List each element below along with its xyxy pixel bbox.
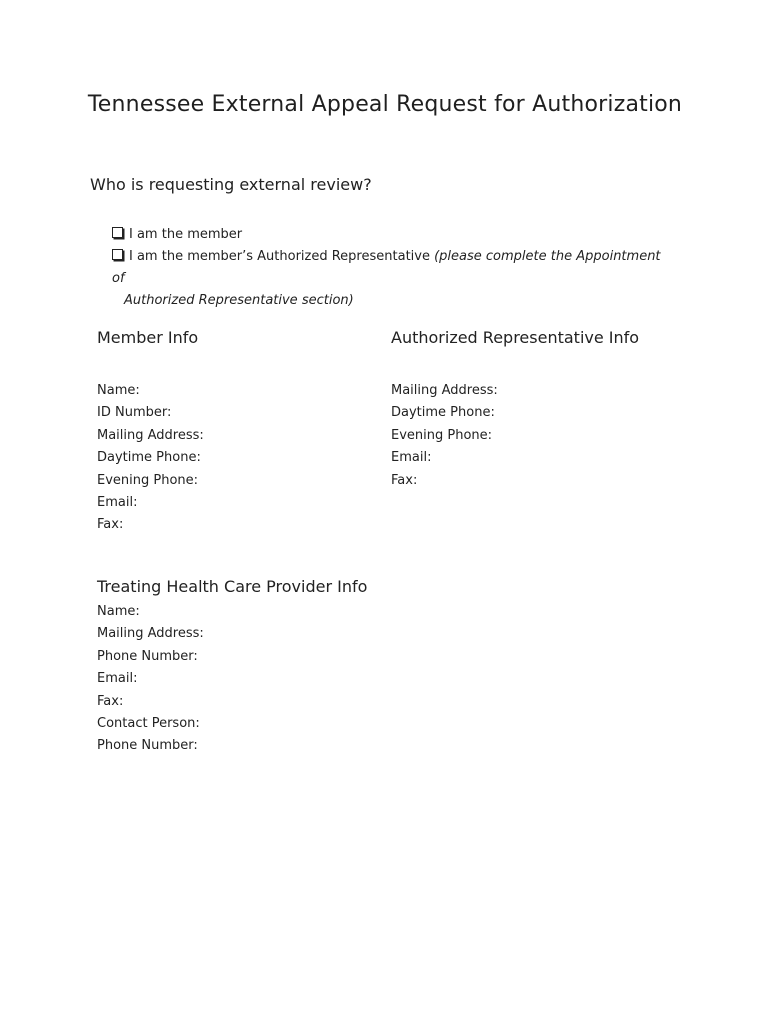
requester-options — [112, 224, 672, 312]
field-label: ID Number: — [97, 405, 172, 421]
requester-question: Who is requesting external review? — [90, 175, 372, 194]
field-label: Evening Phone: — [97, 472, 199, 488]
provider-info-fields — [97, 601, 204, 758]
member-info-heading: Member Info — [97, 328, 199, 347]
member-info-fields — [97, 380, 204, 537]
field-label: Fax: — [391, 472, 418, 488]
field-label: Phone Number: — [97, 738, 198, 754]
field-label: Mailing Address: — [97, 626, 204, 642]
field-label: Email: — [97, 495, 138, 511]
field-label: Daytime Phone: — [97, 450, 201, 466]
rep-info-fields — [391, 380, 498, 492]
option-representative-note: (please complete the Appointment of — [112, 249, 661, 286]
checkbox-icon[interactable] — [112, 249, 123, 260]
option-representative-label: I am the member’s Authorized Representative — [129, 249, 430, 264]
document-title: Tennessee External Appeal Request for Authorization — [87, 92, 683, 117]
field-label: Name: — [97, 383, 140, 398]
field-label: Daytime Phone: — [391, 405, 495, 421]
option-member[interactable] — [112, 224, 672, 246]
option-member-label: I am the member — [129, 227, 243, 242]
field-label: Email: — [97, 671, 138, 687]
field-label: Mailing Address: — [391, 383, 498, 398]
field-label: Phone Number: — [97, 648, 198, 664]
field-label: Fax: — [97, 693, 124, 709]
provider-info-heading: Treating Health Care Provider Info — [97, 577, 368, 596]
option-representative[interactable] — [112, 246, 672, 312]
field-label: Fax: — [97, 517, 124, 533]
field-label: Name: — [97, 604, 140, 619]
rep-info-heading: Authorized Representative Info — [391, 328, 640, 347]
field-label: Evening Phone: — [391, 427, 493, 443]
field-label: Contact Person: — [97, 716, 200, 732]
field-label: Mailing Address: — [97, 427, 204, 443]
checkbox-icon[interactable] — [112, 227, 123, 238]
option-representative-note-cont: Authorized Representative section) — [124, 293, 354, 308]
field-label: Email: — [391, 450, 432, 466]
